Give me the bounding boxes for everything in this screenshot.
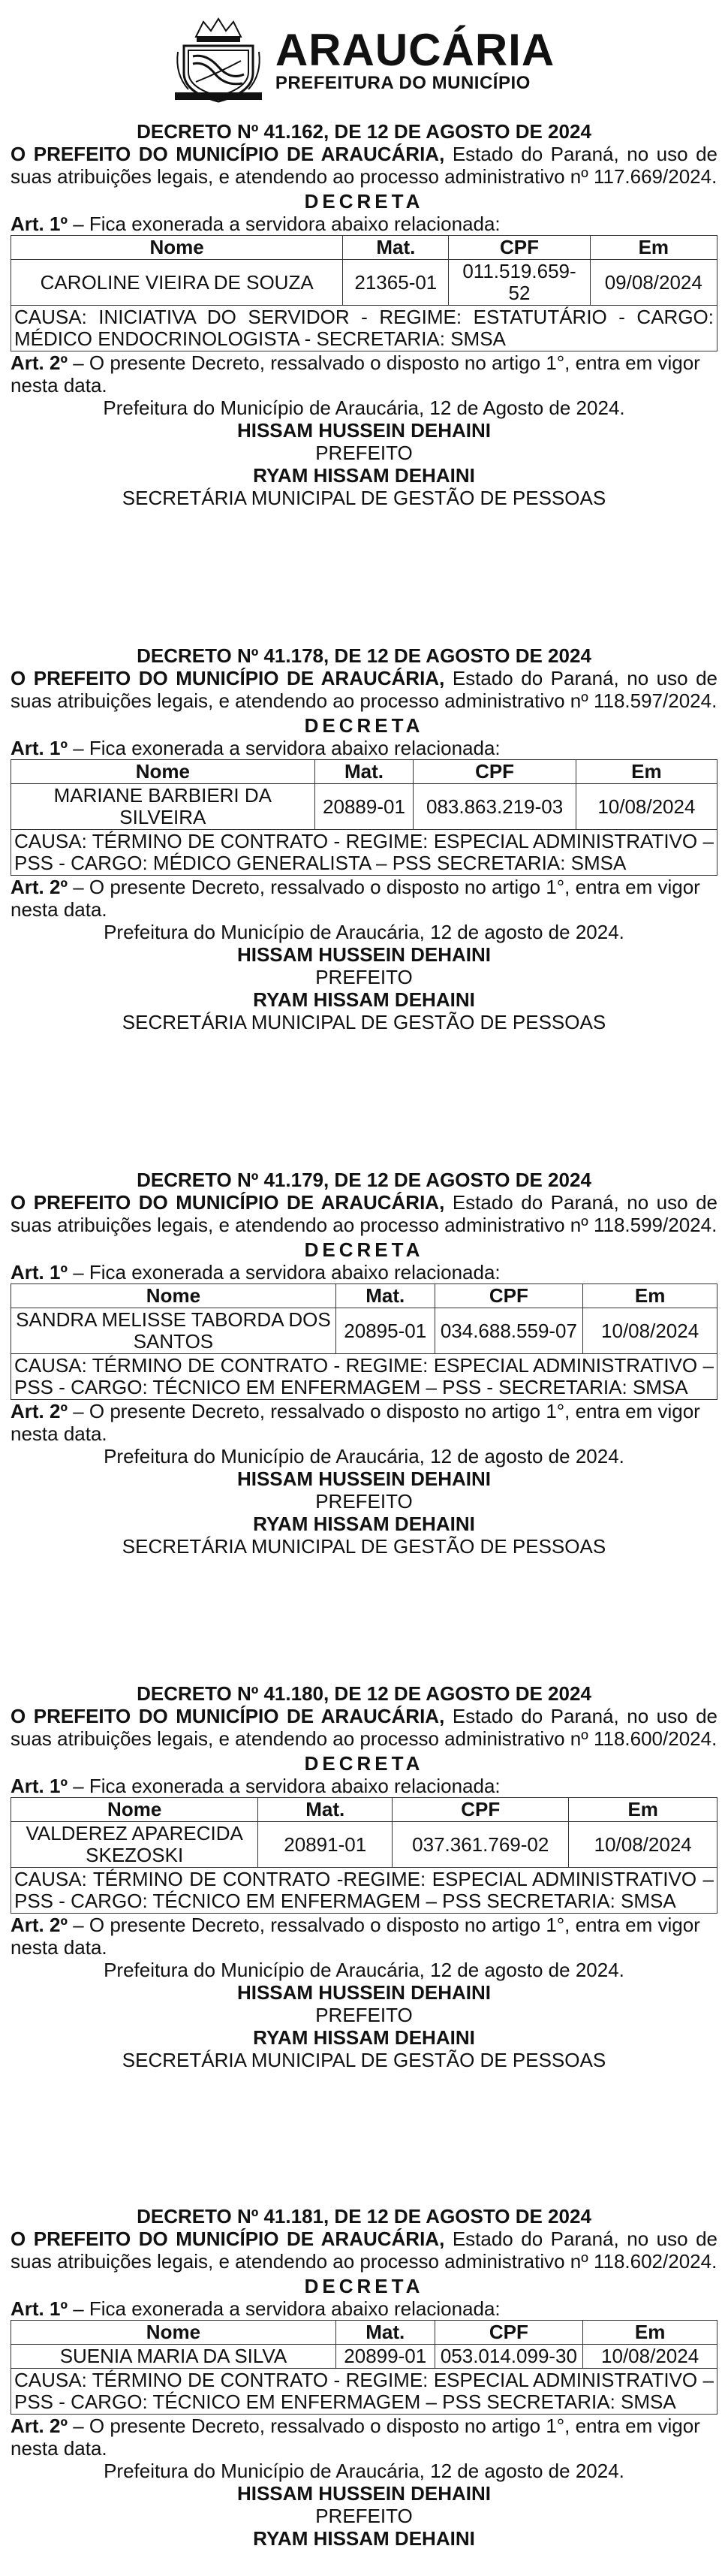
role-mayor: PREFEITO — [315, 2505, 413, 2527]
role-secretary: SECRETÁRIA MUNICIPAL DE GESTÃO DE PESSOAS — [122, 2049, 606, 2071]
article-2: Art. 2º – O presente Decreto, ressalvado o disposto no artigo 1°, entra em vigor nesta data. — [11, 351, 700, 397]
article-1: Art. 1º – Fica exonerada a servidora abaixo relacionada: — [11, 1261, 501, 1283]
signer-secretary: RYAM HISSAM DEHAINI — [253, 2527, 475, 2550]
decree-block — [11, 1682, 717, 2071]
decree-block — [11, 120, 717, 509]
place-date: Prefeitura do Município de Araucária, 12 de agosto de 2024. — [104, 1445, 624, 1467]
table-row — [11, 2345, 717, 2369]
header-mat: Mat. — [335, 2321, 435, 2345]
header-em: Em — [569, 1798, 717, 1822]
table-header-row — [11, 2321, 717, 2345]
article-2: Art. 2º – O presente Decreto, ressalvado o disposto no artigo 1°, entra em vigor nesta data. — [11, 876, 700, 921]
header-em: Em — [583, 1284, 717, 1308]
decreta-heading: DECRETA — [304, 2275, 424, 2297]
cell-causa: CAUSA: TÉRMINO DE CONTRATO - REGIME: ESPECIAL ADMINISTRATIVO – PSS - CARGO: TÉCNICO EM ENFERMAGEM – PSS - SECRETARIA: SMSA — [11, 1354, 717, 1400]
cell-em: 09/08/2024 — [590, 260, 717, 306]
decree-block — [11, 644, 717, 1033]
decree-intro: O PREFEITO DO MUNICÍPIO DE ARAUCÁRIA, Estado do Paraná, no uso de suas atribuições legais, e atendendo ao processo administrativo nº 118.602/2024. — [11, 2228, 718, 2273]
role-mayor: PREFEITO — [315, 2004, 413, 2026]
decree-title: DECRETO Nº 41.162, DE 12 DE AGOSTO DE 2024 — [137, 120, 591, 143]
causa-row — [11, 306, 717, 351]
decree-block — [11, 1169, 717, 1558]
causa-row — [11, 1354, 717, 1400]
role-mayor: PREFEITO — [315, 966, 413, 988]
cell-nome: SANDRA MELISSE TABORDA DOS SANTOS — [11, 1308, 336, 1354]
cell-cpf: 034.688.559-07 — [435, 1308, 583, 1354]
cell-em: 10/08/2024 — [576, 784, 717, 830]
role-mayor: PREFEITO — [315, 442, 413, 464]
header-cpf: CPF — [393, 1798, 569, 1822]
cell-nome: MARIANE BARBIERI DA SILVEIRA — [11, 784, 315, 830]
header-em: Em — [583, 2321, 717, 2345]
cell-mat: 20891-01 — [258, 1822, 393, 1868]
decree-title: DECRETO Nº 41.178, DE 12 DE AGOSTO DE 2024 — [137, 644, 591, 667]
header-cpf: CPF — [435, 1284, 583, 1308]
header-nome: Nome — [11, 760, 315, 784]
causa-row — [11, 2369, 717, 2415]
cell-causa: CAUSA: TÉRMINO DE CONTRATO - REGIME: ESPECIAL ADMINISTRATIVO – PSS - CARGO: MÉDICO GENERALISTA – PSS SECRETARIA: SMSA — [11, 830, 717, 876]
table-header-row — [11, 760, 717, 784]
header-em: Em — [590, 236, 717, 260]
table-header-row — [11, 1284, 717, 1308]
header-cpf: CPF — [414, 760, 576, 784]
signer-mayor: HISSAM HUSSEIN DEHAINI — [236, 943, 492, 966]
decreta-heading: DECRETA — [304, 714, 424, 737]
header-nome: Nome — [11, 1284, 336, 1308]
brand-subtitle: PREFEITURA DO MUNICÍPIO — [275, 73, 531, 93]
decree-intro: O PREFEITO DO MUNICÍPIO DE ARAUCÁRIA, Estado do Paraná, no uso de suas atribuições legais, e atendendo ao processo administrativo nº 118.597/2024. — [11, 667, 718, 712]
role-mayor: PREFEITO — [315, 1490, 413, 1513]
signer-secretary: RYAM HISSAM DEHAINI — [253, 988, 475, 1011]
signer-mayor: HISSAM HUSSEIN DEHAINI — [236, 1981, 492, 2004]
servant-table — [11, 235, 717, 351]
decree-intro: O PREFEITO DO MUNICÍPIO DE ARAUCÁRIA, Estado do Paraná, no uso de suas atribuições legais, e atendendo ao processo administrativo nº 118.599/2024. — [11, 1191, 718, 1236]
place-date: Prefeitura do Município de Araucária, 12 de agosto de 2024. — [104, 921, 624, 943]
article-2: Art. 2º – O presente Decreto, ressalvado o disposto no artigo 1°, entra em vigor nesta data. — [11, 1400, 700, 1445]
table-row — [11, 1822, 717, 1868]
table-row — [11, 260, 717, 306]
cell-mat: 20899-01 — [335, 2345, 435, 2369]
header-mat: Mat. — [335, 1284, 435, 1308]
cell-em: 10/08/2024 — [583, 2345, 717, 2369]
header-mat: Mat. — [314, 760, 414, 784]
article-2: Art. 2º – O presente Decreto, ressalvado o disposto no artigo 1°, entra em vigor nesta data. — [11, 2415, 700, 2460]
header-nome: Nome — [11, 1798, 258, 1822]
brand-name: ARAUCÁRIA — [275, 25, 555, 75]
article-2: Art. 2º – O presente Decreto, ressalvado o disposto no artigo 1°, entra em vigor nesta data. — [11, 1914, 700, 1959]
servant-table — [11, 759, 717, 876]
servant-table — [11, 1283, 717, 1400]
table-row — [11, 784, 717, 830]
cell-cpf: 083.863.219-03 — [414, 784, 576, 830]
header-nome: Nome — [11, 2321, 336, 2345]
cell-nome: SUENIA MARIA DA SILVA — [11, 2345, 336, 2369]
cell-causa: CAUSA: TÉRMINO DE CONTRATO - REGIME: ESPECIAL ADMINISTRATIVO – PSS - CARGO: TÉCNICO EM ENFERMAGEM – PSS SECRETARIA: SMSA — [11, 2369, 717, 2415]
decree-intro: O PREFEITO DO MUNICÍPIO DE ARAUCÁRIA, Estado do Paraná, no uso de suas atribuições legais, e atendendo ao processo administrativo nº 117.669/2024. — [11, 143, 718, 188]
signer-mayor: HISSAM HUSSEIN DEHAINI — [236, 1467, 492, 1490]
header-nome: Nome — [11, 236, 343, 260]
header-mat: Mat. — [343, 236, 449, 260]
decree-block — [11, 2205, 717, 2550]
cell-mat: 20889-01 — [314, 784, 414, 830]
cell-causa: CAUSA: INICIATIVA DO SERVIDOR - REGIME: ESTATUTÁRIO - CARGO: MÉDICO ENDOCRINOLOGISTA - SECRETARIA: SMSA — [11, 306, 717, 351]
place-date: Prefeitura do Município de Araucária, 12 de Agosto de 2024. — [103, 397, 625, 419]
role-secretary: SECRETÁRIA MUNICIPAL DE GESTÃO DE PESSOAS — [122, 487, 606, 509]
table-header-row — [11, 1798, 717, 1822]
article-1: Art. 1º – Fica exonerada a servidora abaixo relacionada: — [11, 213, 501, 235]
signer-mayor: HISSAM HUSSEIN DEHAINI — [236, 2482, 492, 2505]
cell-cpf: 037.361.769-02 — [393, 1822, 569, 1868]
header-em: Em — [576, 760, 717, 784]
decree-title: DECRETO Nº 41.180, DE 12 DE AGOSTO DE 2024 — [137, 1682, 591, 1705]
table-row — [11, 1308, 717, 1354]
place-date: Prefeitura do Município de Araucária, 12 de agosto de 2024. — [104, 2460, 624, 2482]
header-mat: Mat. — [258, 1798, 393, 1822]
role-secretary: SECRETÁRIA MUNICIPAL DE GESTÃO DE PESSOAS — [122, 1011, 606, 1033]
cell-em: 10/08/2024 — [569, 1822, 717, 1868]
signer-secretary: RYAM HISSAM DEHAINI — [253, 464, 475, 487]
page-header — [0, 0, 728, 120]
causa-row — [11, 830, 717, 876]
decree-title: DECRETO Nº 41.181, DE 12 DE AGOSTO DE 2024 — [137, 2205, 591, 2228]
cell-nome: VALDEREZ APARECIDA SKEZOSKI — [11, 1822, 258, 1868]
header-cpf: CPF — [449, 236, 590, 260]
decreta-heading: DECRETA — [304, 1752, 424, 1775]
servant-table — [11, 1797, 717, 1914]
decree-intro: O PREFEITO DO MUNICÍPIO DE ARAUCÁRIA, Estado do Paraná, no uso de suas atribuições legais, e atendendo ao processo administrativo nº 118.600/2024. — [11, 1705, 718, 1750]
signer-mayor: HISSAM HUSSEIN DEHAINI — [236, 419, 492, 442]
article-1: Art. 1º – Fica exonerada a servidora abaixo relacionada: — [11, 737, 501, 759]
municipal-seal-icon — [173, 14, 263, 106]
cell-cpf: 053.014.099-30 — [435, 2345, 583, 2369]
causa-row — [11, 1868, 717, 1914]
cell-nome: CAROLINE VIEIRA DE SOUZA — [11, 260, 343, 306]
decreta-heading: DECRETA — [304, 1238, 424, 1261]
decreta-heading: DECRETA — [304, 190, 424, 213]
cell-causa: CAUSA: TÉRMINO DE CONTRATO -REGIME: ESPECIAL ADMINISTRATIVO – PSS - CARGO: TÉCNICO EM ENFERMAGEM – PSS SECRETARIA: SMSA — [11, 1868, 717, 1914]
servant-table — [11, 2320, 717, 2415]
signer-secretary: RYAM HISSAM DEHAINI — [253, 1513, 475, 1535]
cell-mat: 21365-01 — [343, 260, 449, 306]
header-cpf: CPF — [435, 2321, 583, 2345]
decree-title: DECRETO Nº 41.179, DE 12 DE AGOSTO DE 2024 — [137, 1169, 591, 1191]
cell-mat: 20895-01 — [335, 1308, 435, 1354]
article-1: Art. 1º – Fica exonerada a servidora abaixo relacionada: — [11, 2297, 501, 2320]
place-date: Prefeitura do Município de Araucária, 12 de agosto de 2024. — [104, 1959, 624, 1981]
article-1: Art. 1º – Fica exonerada a servidora abaixo relacionada: — [11, 1775, 501, 1797]
table-header-row — [11, 236, 717, 260]
role-secretary: SECRETÁRIA MUNICIPAL DE GESTÃO DE PESSOAS — [122, 1535, 606, 1558]
cell-cpf: 011.519.659-52 — [449, 260, 590, 306]
signer-secretary: RYAM HISSAM DEHAINI — [253, 2026, 475, 2049]
cell-em: 10/08/2024 — [583, 1308, 717, 1354]
